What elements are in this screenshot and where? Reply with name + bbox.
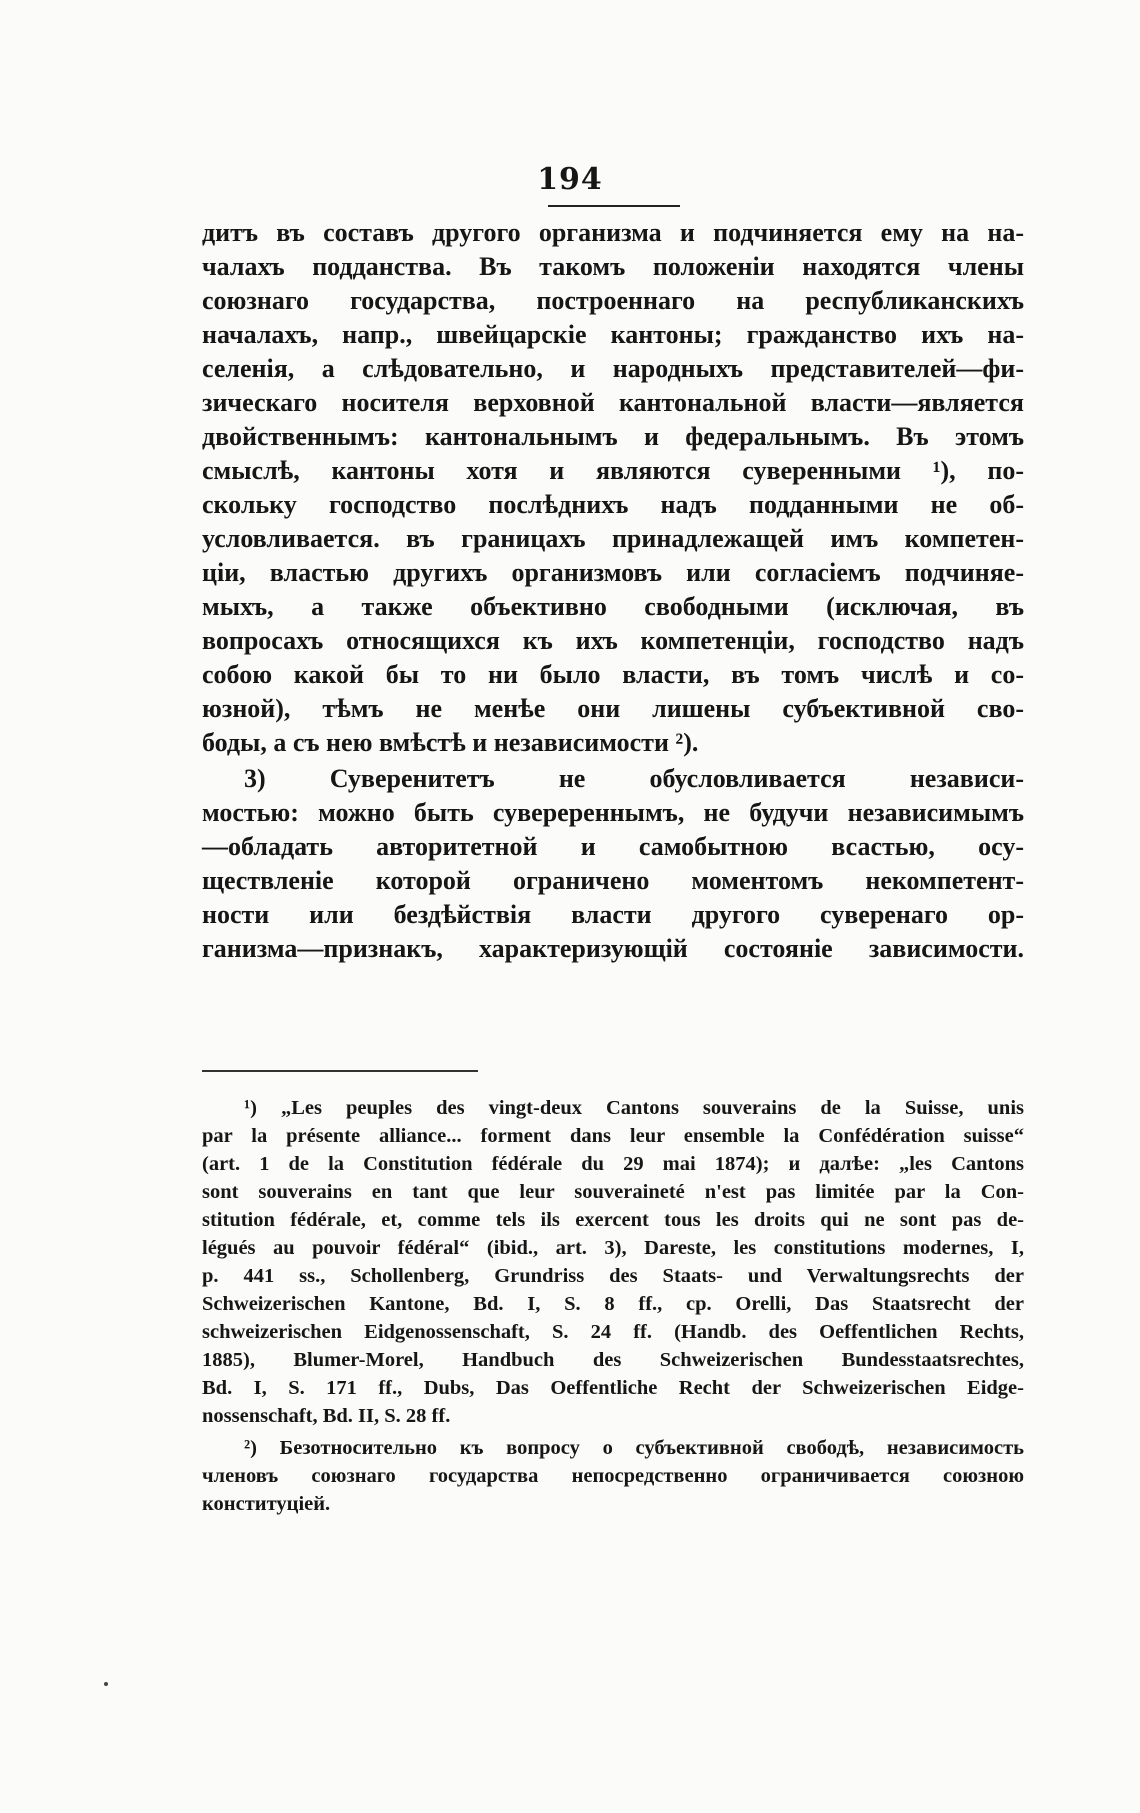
footnote-line: конституцiей. — [202, 1493, 331, 1515]
footnote-line: schweizerischen Eidgenossenschaft, S. 24 ff. (Handb. des Oeffentlichen Rechts, — [202, 1321, 1024, 1343]
body-line: мыхъ, а также объективно свободными (исключая, въ — [202, 592, 1024, 621]
footnote-line: ²) Безотносительно къ вопросу о субъективной свободѣ, независимость — [244, 1437, 1024, 1459]
footnote-separator — [202, 1070, 478, 1072]
body-line: боды, а съ нею вмѣстѣ и независимости ²). — [202, 728, 699, 757]
body-line: скольку господство послѣднихъ надъ подданными не об- — [202, 490, 1024, 519]
body-line: ности или бездѣйствiя власти другого суверенаго ор- — [202, 900, 1024, 929]
footnote-line: 1885), Blumer-Morel, Handbuch des Schweizerischen Bundesstaatsrechtes, — [202, 1349, 1024, 1371]
footnote-line: par la présente alliance... forment dans leur ensemble la Confédération suisse“ — [202, 1125, 1024, 1147]
footnote-line: (art. 1 de la Constitution fédérale du 29 mai 1874); и далѣе: „les Cantons — [202, 1153, 1024, 1175]
body-line: 3) Суверенитетъ не обусловливается независи- — [244, 764, 1024, 793]
body-line: условливается. въ границахъ принадлежащей имъ компетен- — [202, 524, 1024, 553]
body-line: —обладать авторитетной и самобытною всастью, осу- — [202, 832, 1024, 861]
body-line: двойственнымъ: кантональнымъ и федеральнымъ. Въ этомъ — [202, 422, 1024, 451]
body-line: цiи, властью другихъ организмовъ или согласiемъ подчиняе- — [202, 558, 1024, 587]
footnote-line: stitution fédérale, et, comme tels ils exercent tous les droits qui ne sont pas de- — [202, 1209, 1024, 1231]
body-line: ганизма—признакъ, характеризующiй состоянiе зависимости. — [202, 934, 1024, 963]
footnote-line: членовъ союзнаго государства непосредственно ограничивается союзною — [202, 1465, 1024, 1487]
body-line: союзнаго государства, построеннаго на республиканскихъ — [202, 286, 1024, 315]
footnote-line: sont souverains en tant que leur souveraineté n'est pas limitée par la Con- — [202, 1181, 1024, 1203]
body-line: юзной), тѣмъ не менѣе они лишены субъективной сво- — [202, 694, 1024, 723]
footnote-line: p. 441 ss., Schollenberg, Grundriss des Staats- und Verwaltungsrechts der — [202, 1265, 1024, 1287]
body-line: чалахъ подданства. Въ такомъ положенiи находятся члены — [202, 252, 1024, 281]
body-line: смыслѣ, кантоны хотя и являются суверенными ¹), по- — [202, 456, 1024, 485]
body-line: ществленiе которой ограничено моментомъ некомпетент- — [202, 866, 1024, 895]
body-line: селенiя, а слѣдовательно, и народныхъ представителей—фи- — [202, 354, 1024, 383]
footnote-line: ¹) „Les peuples des vingt-deux Cantons souverains de la Suisse, unis — [244, 1097, 1024, 1119]
page-number: 194 — [537, 162, 603, 197]
body-line: зическаго носителя верховной кантональной власти—является — [202, 388, 1024, 417]
body-line: собою какой бы то ни было власти, въ томъ числѣ и со- — [202, 660, 1024, 689]
body-line: вопросахъ относящихся къ ихъ компетенцiи, господство надъ — [202, 626, 1024, 655]
scan-speck — [104, 1682, 108, 1686]
footnote-line: légués au pouvoir fédéral“ (ibid., art. 3), Dareste, les constitutions modernes, I, — [202, 1237, 1024, 1259]
footnote-line: nossenschaft, Bd. II, S. 28 ff. — [202, 1405, 451, 1427]
page-number-rule — [548, 205, 680, 207]
footnote-line: Schweizerischen Kantone, Bd. I, S. 8 ff., cp. Orelli, Das Staatsrecht der — [202, 1293, 1024, 1315]
footnote-line: Bd. I, S. 171 ff., Dubs, Das Oeffentliche Recht der Schweizerischen Eidge- — [202, 1377, 1024, 1399]
body-line: началахъ, напр., швейцарскiе кантоны; гражданство ихъ на- — [202, 320, 1024, 349]
body-line: дитъ въ составъ другого организма и подчиняется ему на на- — [202, 218, 1024, 247]
body-line: мостью: можно быть суверереннымъ, не будучи независимымъ — [202, 798, 1024, 827]
